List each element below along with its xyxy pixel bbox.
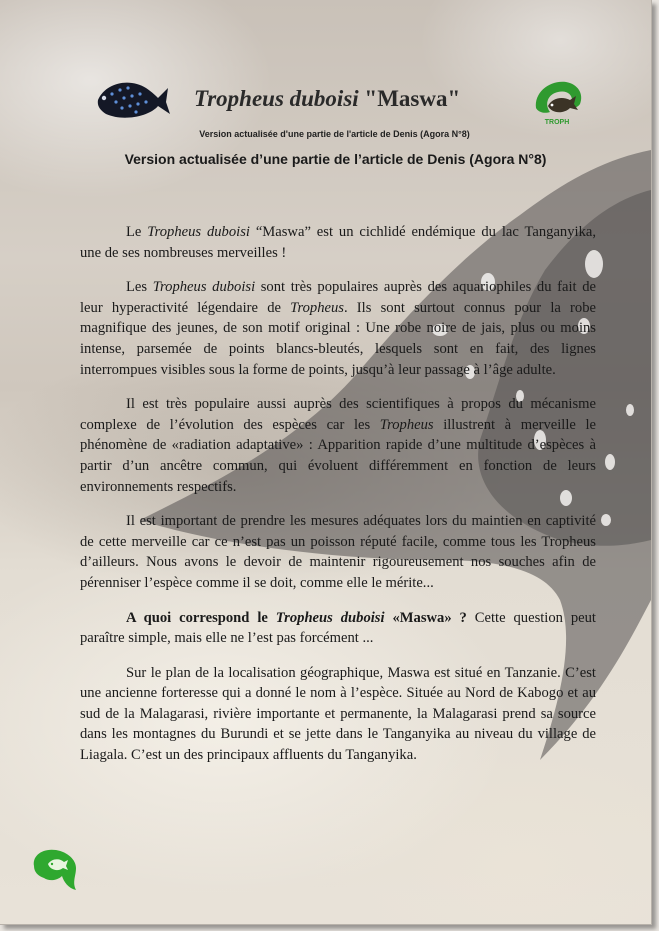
p3-text-c: illustrent à merveille le phénomène de «radiation adaptative» : Apparition rapide d’une multitude d’espèces à partir d’un ancêtre commun, qui évoluent différemment en fonction de leurs environnements respectifs. xyxy=(80,416,596,495)
p5-text-c: «Maswa» ? xyxy=(384,609,467,626)
p1-species-name: Tropheus duboisi xyxy=(147,224,250,240)
p1-text-a: Le xyxy=(126,224,148,240)
article-body xyxy=(80,222,596,780)
paragraph-4 xyxy=(80,511,596,593)
p1-text-c: “Maswa” est un cichlidé endémique du lac Tanganyika, une de ses nombreuses merveilles ! xyxy=(80,224,596,261)
p3-text-a: Il est très populaire aussi auprès des scientifiques à propos du mécanisme complexe de l’évolution des espèces car les xyxy=(80,396,596,433)
fish-icon xyxy=(94,76,170,122)
paragraph-5 xyxy=(80,608,596,649)
troph-footer-logo-icon xyxy=(28,846,82,894)
document-subtitle: Version actualisée d’une partie de l’article de Denis (Agora N°8) xyxy=(124,151,547,167)
p2-text-c: sont très populaires auprès des aquariophiles du fait de leur hyperactivité légendaire de xyxy=(80,279,596,316)
title-variant: "Maswa" xyxy=(358,86,461,111)
p5-text-d: Cette question peut paraître simple, mais elle ne l’est pas forcément ... xyxy=(80,609,596,647)
paragraph-3 xyxy=(80,394,596,497)
title-species: Tropheus duboisi xyxy=(194,86,359,111)
p2-species-name: Tropheus duboisi xyxy=(152,279,256,296)
p4-text-a: Il est important de prendre les mesures adéquates lors du maintien en captivité de cette merveille car ce n’est pas un poisson réputé facile, comme tous les Tropheus d’ailleurs. Nous avons le devoir de maintenir rigoureusement nos souches afin de pérenniser l’espèce comme il se doit, comme elle le mérite... xyxy=(80,513,596,591)
p2-text-e: . Ils sont surtout connus pour la robe magnifique des jeunes, de son motif original : Une robe noire de jais, plus ou moins intense, parsemée de points blancs-bleutés, lesquels sont en fait, des lignes interrompues visibles sous la forme de points, jusqu’à leur passage à l’âge adulte. xyxy=(80,299,596,378)
p5-question xyxy=(126,610,467,626)
paragraph-2 xyxy=(80,277,596,380)
p6-text-a: Sur le plan de la localisation géographique, Maswa est situé en Tanzanie. C’est une ancienne forteresse qui a donné le nom à l’espèce. Située au Nord de Kabogo et au sud de la Malagarasi, rivière importante et permanente, la Malagarasi prend sa source dans les montagnes du Burundi et se jette dans le Tanganyika au niveau du village de Liagala. C’est un des principaux affluents du Tanganyika. xyxy=(80,664,596,764)
p5-species-name: Tropheus duboisi xyxy=(275,609,385,626)
troph-logo-icon xyxy=(528,78,586,126)
header-subtitle-small: Version actualisée d'une partie de l'article de Denis (Agora N°8) xyxy=(199,129,470,139)
paragraph-6 xyxy=(80,663,596,766)
p3-genus-name: Tropheus xyxy=(379,416,434,433)
logo-text: TROPH xyxy=(544,119,570,126)
paragraph-1 xyxy=(80,222,596,263)
p2-text-a: Les xyxy=(126,279,153,296)
p5-text-a: A quoi correspond le xyxy=(126,609,276,626)
p2-genus-name: Tropheus xyxy=(290,299,344,316)
document-title xyxy=(194,86,514,112)
